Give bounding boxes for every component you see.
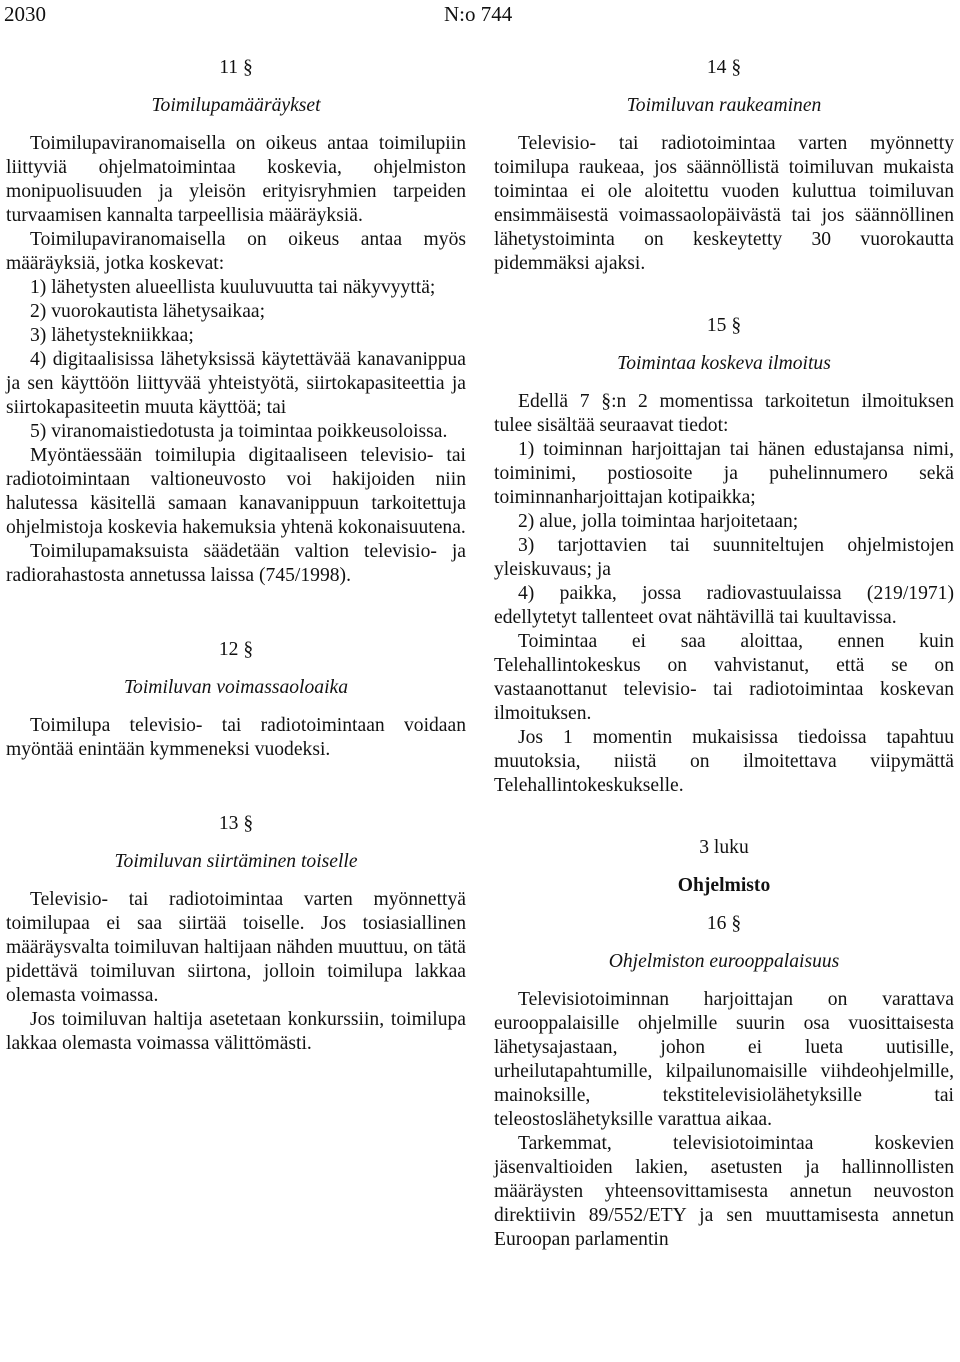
paragraph: Tarkemmat, televisiotoimintaa koskevien jäsenvaltioiden lakien, asetusten ja hallinnollisten määräysten yhteensovittamisesta annetun neuvoston direktiivin 89/552/ETY ja sen muuttamisesta annetun Euroopan parlamentin (494, 1133, 954, 1250)
left-column (6, 56, 466, 1056)
section-16-title: Ohjelmiston eurooppalaisuus (608, 951, 840, 972)
chapter-title: Ohjelmisto (677, 875, 771, 896)
paragraph: Toimintaa ei saa aloittaa, ennen kuin Telehallintokeskus on vahvistanut, että se on vastaanottanut televisio- tai radiotoimintaa koskevan ilmoituksen. (494, 631, 954, 724)
paragraph: Televisio- tai radiotoimintaa varten myönnettyä toimilupaa ei saa siirtää toiselle. Jos tosiasiallinen määräysvalta toimiluvan haltijaan nähden muuttuu, on tätä pidettävä toimiluvan siirtona, jolloin toimilupa lakkaa olemasta voimassa. (6, 889, 466, 1006)
paragraph: Toimilupaviranomaisella on oikeus antaa myös määräyksiä, jotka koskevat: (6, 229, 466, 274)
paragraph: Televisio- tai radiotoimintaa varten myönnetty toimilupa raukeaa, jos säännöllistä toimiluvan mukaista toimintaa ei ole aloitettu vuoden kuluttua toimiluvan ensimmäisestä voimassaolopäivästä tai jos säännöllinen lähetystoiminta on keskeytetty 30 vuorokautta pidemmäksi ajaksi. (494, 133, 954, 274)
section-11-number: 11 § (219, 57, 253, 78)
paragraph: Toimilupamaksuista säädetään valtion televisio- ja radiorahastosta annetussa laissa (745/1998). (6, 541, 466, 586)
list-item: 5) viranomaistiedotusta ja toimintaa poikkeusoloissa. (30, 421, 448, 442)
section-12-number: 12 § (218, 639, 254, 660)
section-13-number: 13 § (218, 813, 254, 834)
paragraph: Toimilupaviranomaisella on oikeus antaa toimilupiin liittyviä ohjelmatoimintaa koskevia, ohjelmiston monipuolisuuden ja yleisön erityisryhmien tarpeiden turvaamisen kannalta tarpeellisia määräyksiä. (6, 133, 466, 226)
list-item: 2) alue, jolla toimintaa harjoitetaan; (518, 511, 799, 532)
list-item: 1) toiminnan harjoittajan tai hänen edustajansa nimi, toiminimi, postiosoite ja puhelinnumero sekä toiminnanharjoittajan kotipaikka; (494, 439, 954, 508)
list-item: 2) vuorokautista lähetysaikaa; (30, 301, 266, 322)
list-item: 1) lähetysten alueellista kuuluvuutta tai näkyvyyttä; (30, 277, 436, 298)
paragraph: Televisiotoiminnan harjoittajan on varattava eurooppalaisille ohjelmille suurin osa vuosittaisesta lähetysajastaan, johon ei lueta uutisille, urheilutapahtumille, kilpailunomaisille viihdeohjelmille, mainoksille, tekstitelevisiolähetyksille tai teleostoslähetyksille varattua aikaa. (494, 989, 954, 1130)
section-14-number: 14 § (706, 57, 742, 78)
paragraph: Jos 1 momentin mukaisissa tiedoissa tapahtuu muutoksia, niistä on ilmoitettava viipymättä Telehallintokeskukselle. (494, 727, 954, 796)
section-11-title: Toimilupamääräykset (151, 95, 321, 116)
paragraph: Edellä 7 §:n 2 momentissa tarkoitetun ilmoituksen tulee sisältää seuraavat tiedot: (494, 391, 954, 436)
section-15-number: 15 § (706, 315, 742, 336)
section-12-title: Toimiluvan voimassaoloaika (123, 677, 349, 698)
chapter-number: 3 luku (699, 837, 749, 858)
right-column (494, 56, 954, 1252)
issue-number: N:o 744 (444, 2, 513, 26)
list-item: 3) tarjottavien tai suunniteltujen ohjelmistojen yleiskuvaus; ja (494, 535, 954, 580)
section-14-title: Toimiluvan raukeaminen (626, 95, 822, 116)
page-header (4, 2, 956, 30)
paragraph: Jos toimiluvan haltija asetetaan konkurssiin, toimilupa lakkaa olemasta voimassa välittömästi. (6, 1009, 466, 1054)
list-item: 3) lähetystekniikkaa; (30, 325, 194, 346)
paragraph: Myöntäessään toimilupia digitaaliseen televisio- tai radiotoimintaan valtioneuvosto voi hakijoiden niin halutessa käsitellä samaan kanavanippuun tarkoitettuja ohjelmistoja koskevia hakemuksia yhtenä kokonaisuutena. (6, 445, 466, 538)
list-item: 4) paikka, jossa radiovastuulaissa (219/1971) edellytetyt tallenteet ovat nähtävillä tai kuultavissa. (494, 583, 954, 628)
list-item: 4) digitaalisissa lähetyksissä käytettävää kanavanippua ja sen käyttöön liittyvää yhteistyötä, siirtokapasiteettia ja siirtokapasiteetin muuta käyttöä; tai (6, 349, 466, 418)
section-16-number: 16 § (706, 913, 742, 934)
section-15-title: Toimintaa koskeva ilmoitus (617, 353, 831, 374)
paragraph: Toimilupa televisio- tai radiotoimintaan voidaan myöntää enintään kymmeneksi vuodeksi. (6, 715, 466, 760)
section-13-title: Toimiluvan siirtäminen toiselle (114, 851, 358, 872)
page-number: 2030 (4, 2, 46, 26)
